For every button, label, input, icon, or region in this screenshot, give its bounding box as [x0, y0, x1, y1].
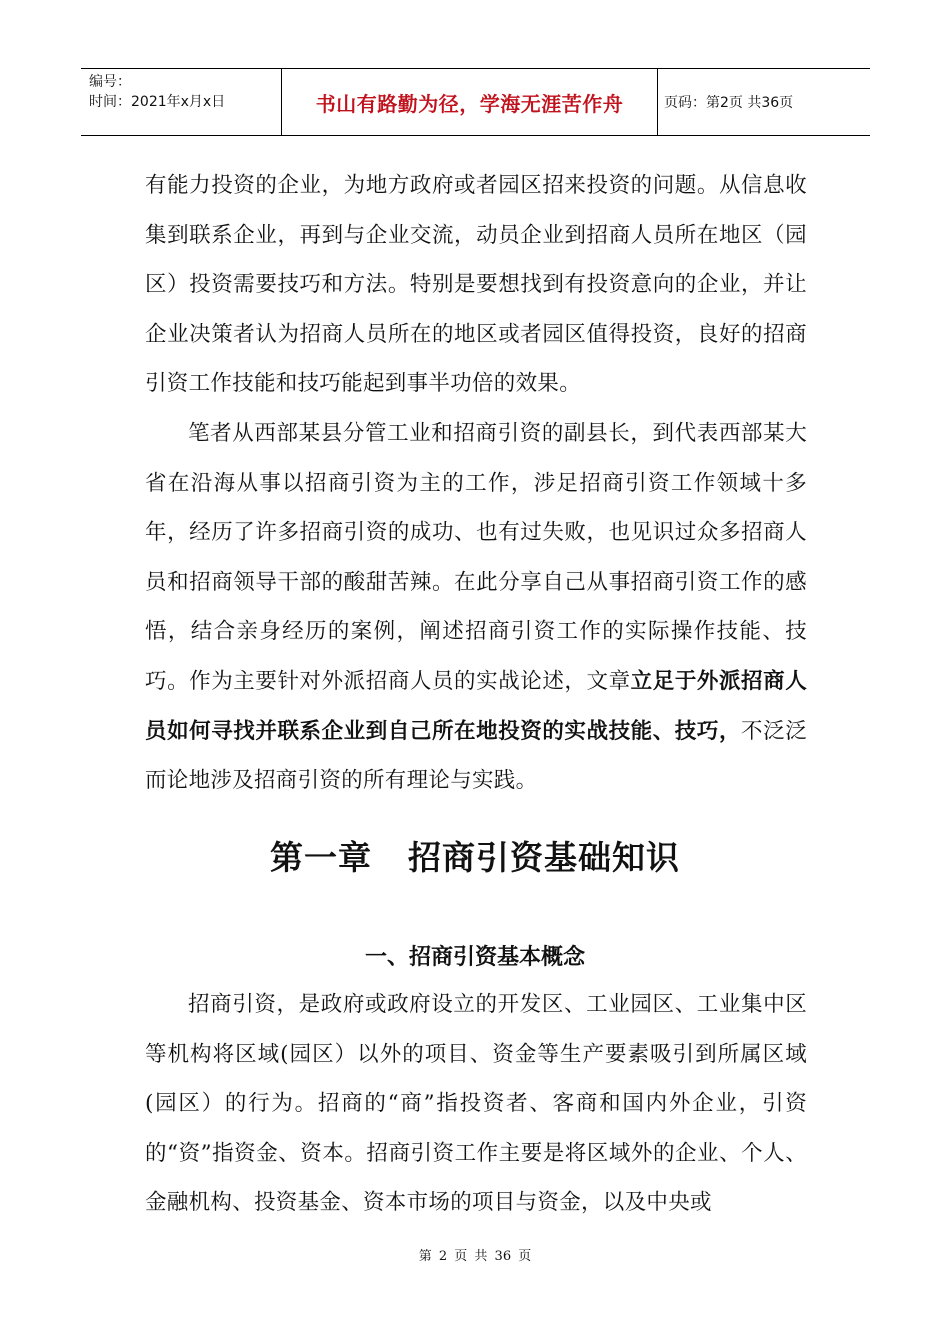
- document-number-label: 编号：: [89, 74, 131, 90]
- paragraph-2: [145, 409, 807, 806]
- chapter-heading: [0, 832, 950, 879]
- header-meta: [81, 69, 282, 135]
- paragraph-1: 有能力投资的企业，为地方政府或者园区招来投资的问题。从信息收集到联系企业，再到与企业交流，动员企业到招商人员所在地区（园区）投资需要技巧和方法。特别是要想找到有投资意向的企业，并让企业决策者认为招商人员所在的地区或者园区值得投资，良好的招商引资工作技能和技巧能起到事半功倍的效果。: [145, 173, 807, 397]
- section-body-text: [145, 980, 807, 1228]
- header-page-info: 页码：第2页 共36页: [664, 95, 794, 111]
- chapter-title: 招商引资基础知识: [408, 838, 680, 877]
- paragraph-2-tail: 不泛泛而论地涉及招商引资的所有理论与实践。: [145, 718, 807, 794]
- page-header: [81, 68, 870, 136]
- section-heading: 一、招商引资基本概念: [364, 945, 585, 970]
- document-time-label: 时间：2021年x月x日: [89, 94, 226, 110]
- chapter-number: 第一章: [270, 838, 372, 877]
- section-paragraph-1: 招商引资，是政府或政府设立的开发区、工业园区、工业集中区等机构将区域(园区）以外的项目、资金等生产要素吸引到所属区域(园区）的行为。招商的“商”指投资者、客商和国内外企业，引资的“资”指资金、资本。招商引资工作主要是将区域外的企业、个人、金融机构、投资基金、资本市场的项目与资金，以及中央或: [145, 992, 807, 1216]
- paragraph-2-text: 笔者从西部某县分管工业和招商引资的副县长，到代表西部某大省在沿海从事以招商引资为主的工作，涉足招商引资工作领域十多年，经历了许多招商引资的成功、也有过失败，也见识过众多招商人员和招商领导干部的酸甜苦辣。在此分享自己从事招商引资工作的感悟，结合亲身经历的案例，阐述招商引资工作的实际操作技能、技巧。作为主要针对外派招商人员的实战论述，文章: [145, 420, 807, 694]
- body-text: [145, 161, 807, 806]
- paragraph-2-bold: 立足于外派招商人员如何寻找并联系企业到自己所在地投资的实战技能、技巧，: [145, 668, 808, 744]
- page-footer: 第 2 页 共 36 页: [418, 1249, 532, 1264]
- header-motto: 书山有路勤为径，学海无涯苦作舟: [282, 69, 658, 135]
